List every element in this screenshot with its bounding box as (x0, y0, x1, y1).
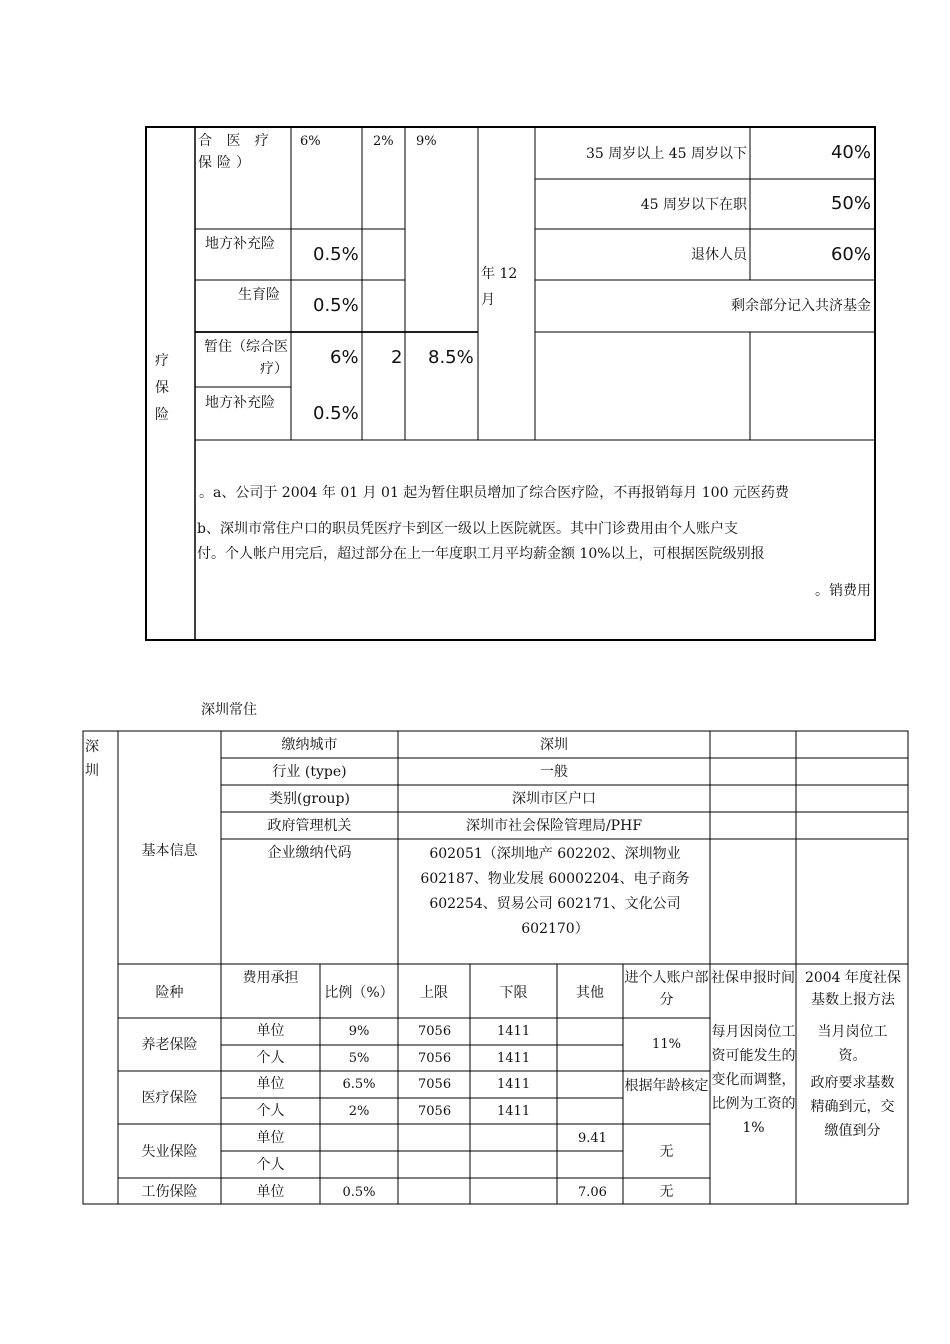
t2-h-other: 其他 (576, 985, 604, 1001)
t1-row0-name: 合 医 疗 保险） (198, 133, 274, 171)
t1-row4-name: 地方补充险 (205, 395, 275, 411)
t2-base-note-1: 当月岗位工资。 (817, 1024, 888, 1064)
t2-info-key: 缴纳城市 (281, 737, 338, 753)
t2-injury-acct: 无 (659, 1184, 674, 1200)
t1-age-pct: 40% (830, 142, 871, 163)
t2-cell-ratio: 6.5% (342, 1077, 376, 1092)
t1-row0-total: 9% (416, 134, 437, 149)
t1-row2-name: 生育险 (238, 287, 280, 303)
t2-info-key: 类别(group) (269, 791, 350, 807)
t2-cell-upper: 7056 (418, 1051, 452, 1066)
t1-left-char: 疗 (155, 353, 169, 369)
t2-cell-other: 9.41 (578, 1131, 607, 1146)
t2-unemployment-acct: 无 (659, 1144, 674, 1160)
t2-info-value: 一般 (540, 764, 568, 780)
t2-cell-who: 单位 (256, 1076, 285, 1092)
t2-cell-who: 个人 (256, 1157, 285, 1173)
t1-note-b3: 。销费用 (815, 583, 871, 599)
t2-cell-who: 个人 (256, 1050, 285, 1066)
t1-remainder: 剩余部分记入共济基金 (731, 298, 871, 314)
section-title: 深圳常住 (201, 702, 257, 718)
t2-cell-lower: 1411 (497, 1024, 531, 1039)
t1-month-cell: 年 12 月 (481, 266, 518, 308)
t2-info-key: 行业 (type) (272, 764, 347, 780)
t2-medical-name: 医疗保险 (141, 1090, 198, 1106)
t2-medical-acct: 根据年龄核定 (624, 1078, 709, 1094)
t1-row2-unit: 0.5% (313, 295, 359, 316)
t2-cell-who: 单位 (256, 1130, 285, 1146)
t2-basic-info: 基本信息 (141, 843, 198, 859)
t2-injury-name: 工伤保险 (141, 1184, 198, 1200)
t1-row4-unit: 0.5% (313, 403, 359, 424)
t2-info-key: 企业缴纳代码 (267, 845, 352, 861)
t2-info-value: 深圳市社会保险管理局/PHF (465, 818, 643, 834)
t2-cell-who: 单位 (256, 1184, 285, 1200)
t2-cell-lower: 1411 (497, 1104, 531, 1119)
t2-pension-name: 养老保险 (141, 1037, 198, 1053)
t1-left-char: 险 (155, 407, 169, 423)
t2-cell-lower: 1411 (497, 1077, 531, 1092)
t2-city-col: 深圳 (85, 739, 99, 779)
t1-left-char: 保 (155, 380, 169, 396)
t2-cell-upper: 7056 (418, 1104, 452, 1119)
t2-h-lower: 下限 (499, 985, 528, 1001)
t2-pension-acct: 11% (652, 1037, 681, 1052)
t2-cell-who: 个人 (256, 1103, 285, 1119)
t2-info-value: 602051（深圳地产 602202、深圳物业 602187、物业发展 60002204、电子商务 602254、贸易公司 602171、文化公司 602170） (420, 846, 690, 937)
t1-row1-name: 地方补充险 (205, 236, 275, 252)
t2-h-base-method: 2004 年度社保基数上报方法 (804, 970, 902, 1008)
t2-cell-ratio: 2% (348, 1104, 370, 1119)
t2-cell-ratio: 9% (348, 1024, 370, 1039)
t2-info-key: 政府管理机关 (267, 818, 352, 834)
t2-cell-who: 单位 (256, 1023, 285, 1039)
t2-cell-lower: 1411 (497, 1051, 531, 1066)
t2-unemployment-name: 失业保险 (141, 1144, 198, 1160)
t1-note-b2: 付。个人帐户用完后，超过部分在上一年度职工月平均薪金额 10%以上，可根据医院级别报 (197, 546, 765, 562)
t2-info-value: 深圳 (540, 737, 568, 753)
t1-age-pct: 50% (830, 193, 871, 214)
t1-row0-personal: 2% (373, 134, 394, 149)
t1-row1-unit: 0.5% (313, 244, 359, 265)
t2-info-value: 深圳市区户口 (512, 791, 596, 807)
t1-row3-name: 暂住（综合医疗） (204, 339, 288, 377)
t1-row3-personal: 2 (391, 347, 403, 368)
t2-h-personal-acct: 进个人账户部分 (624, 970, 709, 1008)
t2-h-upper: 上限 (420, 985, 448, 1001)
t2-h-report-time: 社保申报时间 (711, 970, 795, 986)
t2-h-type: 险种 (155, 985, 184, 1001)
t2-cell-upper: 7056 (418, 1077, 452, 1092)
t2-cell-ratio: 0.5% (342, 1185, 376, 1200)
t2-cell-ratio: 5% (348, 1051, 370, 1066)
t1-age-pct: 60% (830, 244, 871, 265)
t1-row3-unit: 6% (330, 347, 359, 368)
t1-note-a: 。a、公司于 2004 年 01 月 01 起为暂住职员增加了综合医疗险，不再报销每月 100 元医药费 (199, 485, 789, 501)
t2-h-bearer: 费用承担 (242, 970, 299, 986)
t2-base-note-2: 政府要求基数精确到元，交缴值到分 (810, 1075, 895, 1139)
t1-age-label: 45 周岁以下在职 (640, 197, 747, 213)
t1-age-label: 退休人员 (691, 247, 747, 263)
t1-row3-total: 8.5% (428, 347, 474, 368)
t2-report-note: 每月因岗位工资可能发生的变化而调整，比例为工资的 1% (711, 1024, 796, 1136)
t2-cell-upper: 7056 (418, 1024, 452, 1039)
t2-h-ratio: 比例（%） (324, 985, 394, 1001)
t1-row0-unit: 6% (300, 134, 321, 149)
t2-cell-other: 7.06 (578, 1185, 607, 1200)
t1-note-b1: b、深圳市常住户口的职员凭医疗卡到区一级以上医院就医。其中门诊费用由个人账户支 (197, 521, 738, 537)
t1-age-label: 35 周岁以上 45 周岁以下 (586, 146, 747, 162)
